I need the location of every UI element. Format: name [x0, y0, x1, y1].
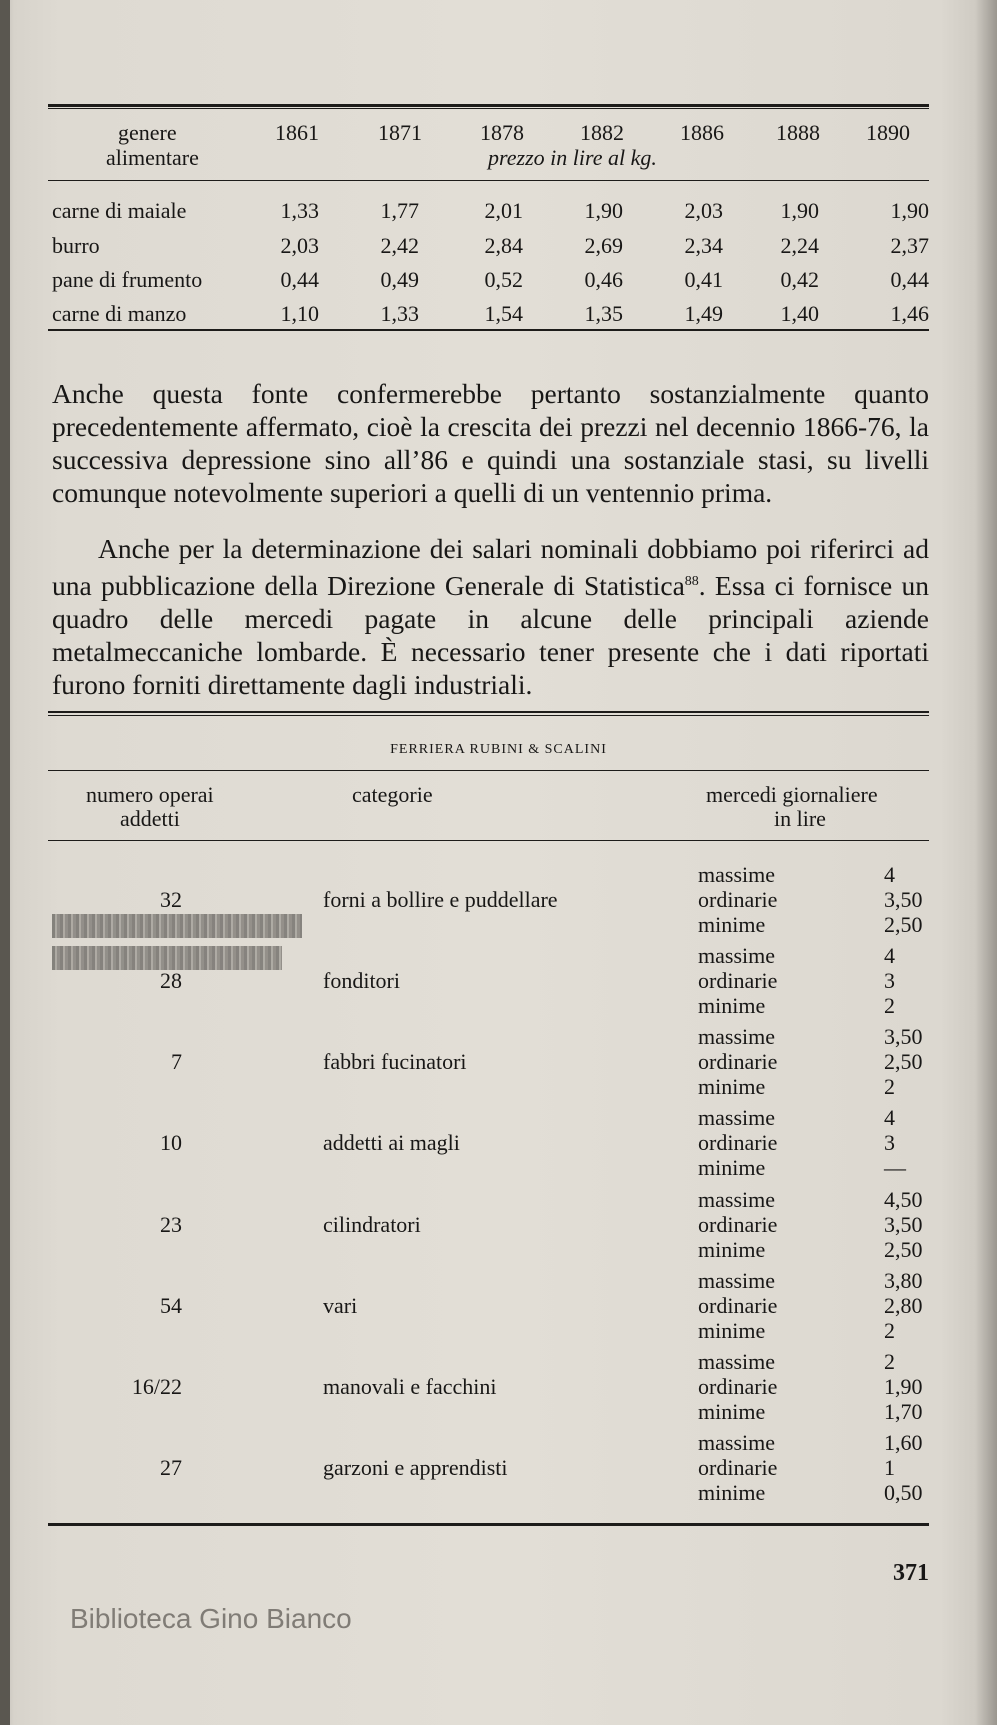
table2-worker-count: 28: [160, 968, 182, 993]
table2-wage-level: ordinarie: [698, 1293, 778, 1318]
table2-header-mercedi: mercedi giornaliere: [706, 782, 878, 807]
table1-year-1882: 1882: [580, 120, 624, 145]
table2-header-numero: numero operai: [86, 782, 214, 807]
table1-cell: 0,49: [380, 267, 419, 292]
table2-wage-value: 2,50: [884, 1049, 923, 1074]
table2-wage-value: 4,50: [884, 1187, 923, 1212]
table1-bottom-rule: [48, 329, 929, 331]
table2-title-rule: [48, 770, 929, 771]
table2-header-rule: [48, 840, 929, 841]
table2-wage-level: massime: [698, 943, 775, 968]
table2-wage-level: massime: [698, 1187, 775, 1212]
table2-wage-value: 2: [884, 1318, 895, 1343]
library-watermark: Biblioteca Gino Bianco: [70, 1603, 352, 1634]
table2-bottom-rule: [48, 1523, 929, 1526]
paragraph-prices-text: Anche questa fonte confermerebbe pertanto sostanzialmente quanto precedentemente affermato, cioè la crescita dei prezzi nel decennio 1866-76, la successiva depressione sino all’86 e quindi una sostanziale stasi, su livelli comunque notevolmente superiori a quelli di un ventennio prima.: [52, 378, 929, 508]
table1-row-label: burro: [52, 233, 100, 258]
paragraph-wages-text: [52, 532, 929, 701]
ink-smudge: [52, 914, 302, 938]
paragraph-wages-part1: Anche per la determinazione dei salari nominali dobbiamo poi riferirci ad una pubblicazione della Direzione Generale di Statistica: [52, 533, 929, 602]
table2-category: manovali e facchini: [323, 1374, 497, 1399]
book-spine-edge: [0, 0, 10, 1725]
table1-cell: 2,03: [280, 233, 319, 258]
table2-wage-level: minime: [698, 1318, 766, 1343]
table2-wage-level: minime: [698, 1399, 766, 1424]
table2-wage-value: 1,60: [884, 1430, 923, 1455]
table1-cell: 1,33: [380, 301, 419, 326]
ink-smudge: [52, 946, 282, 970]
table1-cell: 1,90: [584, 198, 623, 223]
table1-unit: prezzo in lire al kg.: [488, 145, 657, 170]
table2-wage-value: 3,50: [884, 1024, 923, 1049]
table2-wage-level: minime: [698, 1480, 766, 1505]
table1-cell: 0,52: [484, 267, 523, 292]
table2-header-inlire: in lire: [774, 806, 826, 831]
table2-header-categorie: categorie: [352, 782, 433, 807]
table2-category: cilindratori: [323, 1212, 421, 1237]
table2-wage-value: 2: [884, 1074, 895, 1099]
table2-wage-value: 1,90: [884, 1374, 923, 1399]
table2-worker-count: 27: [160, 1455, 182, 1480]
table2-worker-count: 7: [171, 1049, 182, 1074]
table1-cell: 2,84: [484, 233, 523, 258]
table2-wage-level: minime: [698, 1237, 766, 1262]
table1-cell: 1,46: [890, 301, 929, 326]
table2-wage-value: 2: [884, 993, 895, 1018]
table2-wage-value: 3,50: [884, 887, 923, 912]
table1-year-1890: 1890: [866, 120, 910, 145]
table1-cell: 2,01: [484, 198, 523, 223]
table1-cell: 0,41: [684, 267, 723, 292]
table2-wage-value: 1: [884, 1455, 895, 1480]
table1-cell: 2,69: [584, 233, 623, 258]
table2-wage-level: ordinarie: [698, 1374, 778, 1399]
table2-wage-value: 4: [884, 862, 895, 887]
table2-wage-level: ordinarie: [698, 1130, 778, 1155]
table2-wage-level: minime: [698, 1155, 766, 1180]
table2-top-rule-thin: [48, 715, 929, 716]
table2-worker-count: 10: [160, 1130, 182, 1155]
table2-wage-value: 2,80: [884, 1293, 923, 1318]
table1-header-genere: genere: [118, 120, 177, 145]
table1-cell: 2,37: [890, 233, 929, 258]
table2-wage-level: massime: [698, 1349, 775, 1374]
table1-header-alimentare: alimentare: [106, 145, 199, 170]
table2-wage-value: 0,50: [884, 1480, 923, 1505]
table1-cell: 1,49: [684, 301, 723, 326]
table1-cell: 2,42: [380, 233, 419, 258]
table1-cell: 1,54: [484, 301, 523, 326]
table2-category: fabbri fucinatori: [323, 1049, 467, 1074]
table2-category: forni a bollire e puddellare: [323, 887, 558, 912]
table1-cell: 0,46: [584, 267, 623, 292]
table2-wage-value: 3,50: [884, 1212, 923, 1237]
table1-cell: 1,90: [890, 198, 929, 223]
table2-wage-level: minime: [698, 912, 766, 937]
table1-year-1871: 1871: [378, 120, 422, 145]
table1-year-1886: 1886: [680, 120, 724, 145]
table2-wage-level: minime: [698, 1074, 766, 1099]
table2-wage-value: —: [884, 1155, 906, 1180]
table2-wage-level: ordinarie: [698, 1212, 778, 1237]
table1-row-label: carne di maiale: [52, 198, 187, 223]
table2-worker-count: 54: [160, 1293, 182, 1318]
table2-wage-level: massime: [698, 1430, 775, 1455]
table2-wage-value: 2: [884, 1349, 895, 1374]
table1-header-rule: [48, 180, 929, 181]
table2-wage-value: 3,80: [884, 1268, 923, 1293]
table1-cell: 0,42: [780, 267, 819, 292]
table2-wage-value: 1,70: [884, 1399, 923, 1424]
table2-wage-value: 3: [884, 968, 895, 993]
table2-category: fonditori: [323, 968, 400, 993]
table2-category: vari: [323, 1293, 358, 1318]
table2-header-addetti: addetti: [120, 806, 180, 831]
table2-wage-level: massime: [698, 1268, 775, 1293]
table2-wage-level: minime: [698, 993, 766, 1018]
table2-category: addetti ai magli: [323, 1130, 460, 1155]
table2-wage-level: ordinarie: [698, 1049, 778, 1074]
page-number: 371: [893, 1560, 929, 1586]
table1-row-label: pane di frumento: [52, 267, 203, 292]
paragraph-wages: [52, 532, 929, 701]
table2-wage-value: 2,50: [884, 1237, 923, 1262]
table2-wage-level: ordinarie: [698, 1455, 778, 1480]
table1-year-1861: 1861: [275, 120, 319, 145]
table2-wage-level: massime: [698, 1105, 775, 1130]
table2-wage-value: 4: [884, 1105, 895, 1130]
table1-cell: 2,03: [684, 198, 723, 223]
table1-year-1888: 1888: [776, 120, 820, 145]
table2-wage-level: ordinarie: [698, 887, 778, 912]
table1-row-label: carne di manzo: [52, 301, 187, 326]
table2-title: FERRIERA RUBINI & SCALINI: [390, 742, 607, 757]
table2-category: garzoni e apprendisti: [323, 1455, 508, 1480]
table1-cell: 0,44: [280, 267, 319, 292]
paragraph-wages-part2: . Essa ci fornisce un quadro delle mercedi pagate in alcune delle principali aziende metalmeccaniche lombarde. È necessario tener presente che i dati riportati furono forniti direttamente dagli industriali.: [52, 570, 929, 701]
table2-wage-value: 4: [884, 943, 895, 968]
table1-cell: 0,44: [890, 267, 929, 292]
footnote-ref-88: 88: [684, 574, 699, 589]
table2-wage-value: 2,50: [884, 912, 923, 937]
table1-cell: 1,40: [780, 301, 819, 326]
table1-cell: 1,10: [280, 301, 319, 326]
table1-cell: 1,35: [584, 301, 623, 326]
table1-year-1878: 1878: [480, 120, 524, 145]
table1-cell: 1,33: [280, 198, 319, 223]
table1-top-rule-thin: [48, 108, 929, 109]
table1-top-rule: [48, 104, 929, 107]
table2-worker-count: 32: [160, 887, 182, 912]
table1-cell: 2,24: [780, 233, 819, 258]
table2-top-rule: [48, 711, 929, 713]
table2-wage-level: ordinarie: [698, 968, 778, 993]
table2-worker-count: 16/22: [131, 1374, 182, 1399]
table2-worker-count: 23: [160, 1212, 182, 1237]
table2-wage-value: 3: [884, 1130, 895, 1155]
paragraph-prices: [52, 377, 929, 509]
table1-cell: 1,77: [380, 198, 419, 223]
table1-cell: 1,90: [780, 198, 819, 223]
table1-cell: 2,34: [684, 233, 723, 258]
table2-wage-level: massime: [698, 862, 775, 887]
table2-wage-level: massime: [698, 1024, 775, 1049]
